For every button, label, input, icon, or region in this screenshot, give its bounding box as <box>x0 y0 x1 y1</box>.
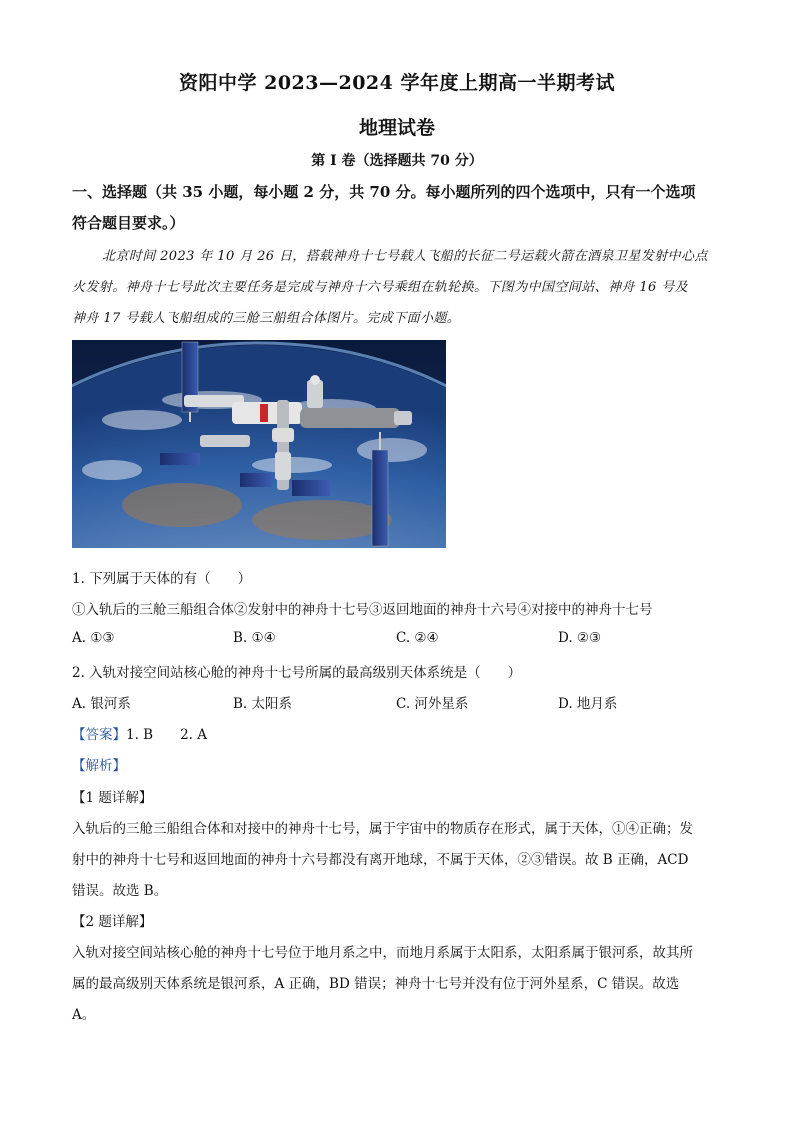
detail-1-line2: 射中的神舟十七号和返回地面的神舟十六号都没有离开地球，不属于天体，②③错误。故 B 正确，ACD <box>72 852 689 868</box>
question-1-option-c: C. ②④ <box>396 630 439 646</box>
question-2-option-d: D. 地月系 <box>558 696 618 712</box>
question-2-option-b: B. 太阳系 <box>233 696 293 712</box>
detail-2-line2: 属的最高级别天体系统是银河系，A 正确，BD 错误；神舟十七号并没有位于河外星系，C 错误。故选 <box>72 976 680 992</box>
page-title: 资阳中学 2023—2024 学年度上期高一半期考试 <box>179 72 615 94</box>
detail-2-line3: A。 <box>72 1007 96 1023</box>
question-2-option-a: A. 银河系 <box>72 696 131 712</box>
section-heading-line2: 符合题目要求。） <box>72 214 185 232</box>
answer-text: 1. B 2. A <box>126 727 208 743</box>
question-1-items: ①入轨后的三舱三船组合体②发射中的神舟十七号③返回地面的神舟十六号④对接中的神舟十七号 <box>72 602 653 618</box>
detail-2-label: 【2 题详解】 <box>72 914 153 930</box>
question-2-stem: 2. 入轨对接空间站核心舱的神舟十七号所属的最高级别天体系统是（ ） <box>72 665 522 681</box>
answer-label: 【答案】 <box>72 727 126 743</box>
section-heading-line1: 一、选择题（共 35 小题，每小题 2 分，共 70 分。每小题所列的四个选项中，只有一个选项 <box>72 183 696 201</box>
part-heading: 第 I 卷（选择题共 70 分） <box>311 153 483 169</box>
question-1-option-a: A. ①③ <box>72 630 115 646</box>
subject-title: 地理试卷 <box>358 117 435 139</box>
detail-1-label: 【1 题详解】 <box>72 790 153 806</box>
passage-line3: 神舟 17 号载人飞船组成的三舱三船组合体图片。完成下面小题。 <box>72 311 461 326</box>
passage-line1: 北京时间 2023 年 10 月 26 日，搭载神舟十七号载人飞船的长征二号运载火箭在酒泉卫星发射中心点 <box>102 249 708 264</box>
space-station-image <box>72 340 446 548</box>
detail-1-line1: 入轨后的三舱三船组合体和对接中的神舟十七号，属于宇宙中的物质存在形式，属于天体，①④正确；发 <box>72 821 693 837</box>
answer-row <box>72 723 732 743</box>
detail-2-line1: 入轨对接空间站核心舱的神舟十七号位于地月系之中，而地月系属于太阳系，太阳系属于银河系，故其所 <box>72 945 693 961</box>
question-1-stem: 1. 下列属于天体的有（ ） <box>72 571 252 587</box>
passage-line2: 火发射。神舟十七号此次主要任务是完成与神舟十六号乘组在轨轮换。下图为中国空间站、神舟 16 号及 <box>72 280 689 295</box>
analysis-label: 【解析】 <box>72 758 126 774</box>
detail-1-line3: 错误。故选 B。 <box>72 883 168 899</box>
question-1-option-d: D. ②③ <box>558 630 602 646</box>
question-1-option-b: B. ①④ <box>233 630 276 646</box>
question-2-option-c: C. 河外星系 <box>396 696 469 712</box>
